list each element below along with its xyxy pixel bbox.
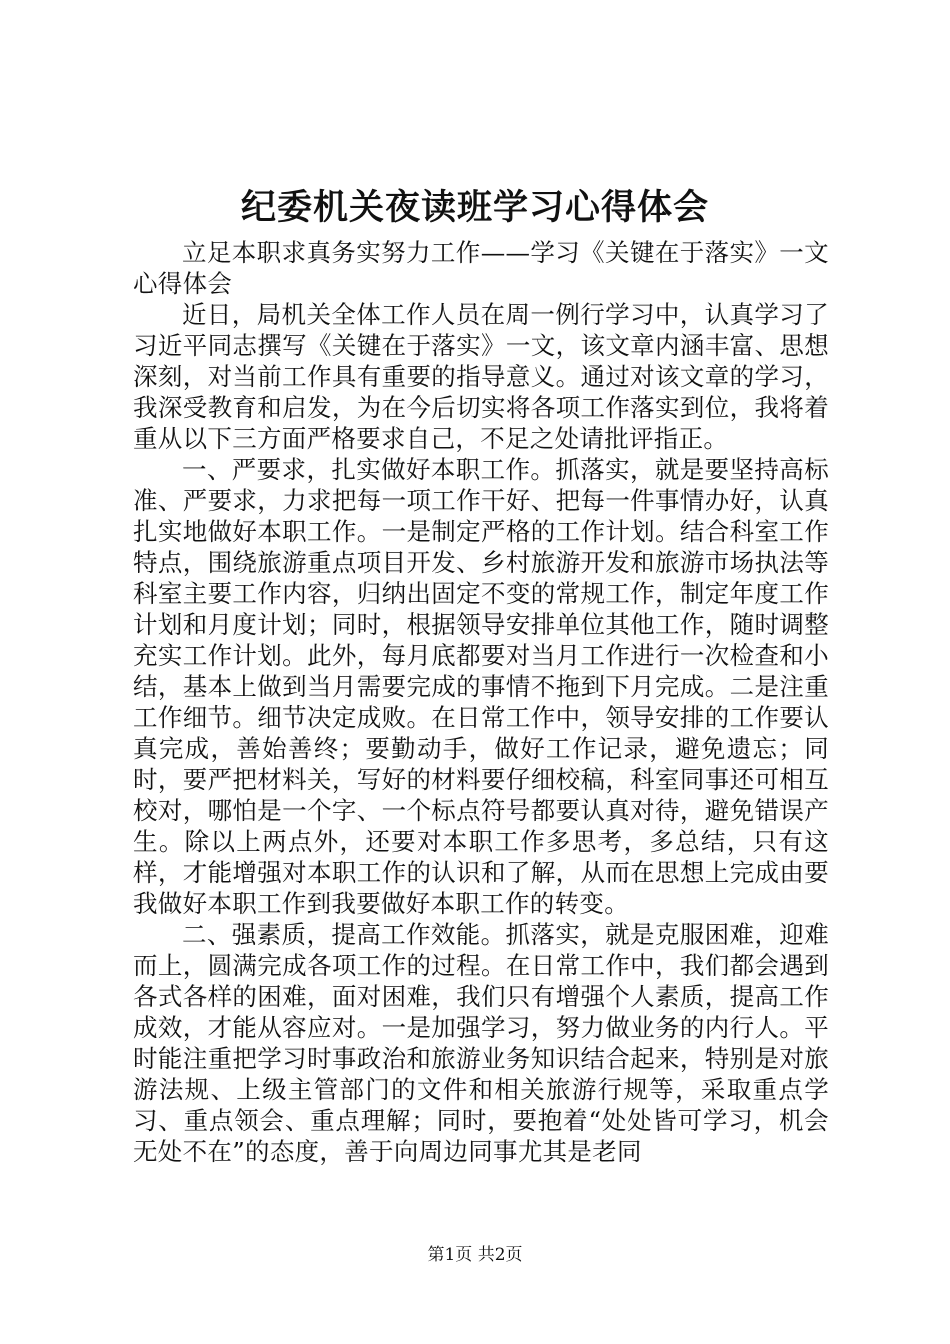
section-two-paragraph: 二、强素质，提高工作效能。抓落实，就是克服困难，迎难而上，圆满完成各项工作的过程。在日常工作中，我们都会遇到各式各样的困难，面对困难，我们只有增强个人素质，提高工作成效，才能从容应对。一是加强学习，努力做业务的内行人。平时能注重把学习时事政治和旅游业务知识结合起来，特别是对旅游法规、上级主管部门的文件和相关旅游行规等，采取重点学习、重点领会、重点理解；同时，要抱着“处处皆可学习，机会无处不在”的态度，善于向周边同事尤其是老同: [133, 920, 829, 1166]
page-number-footer: 第1页 共2页: [427, 1245, 523, 1265]
document-body: [133, 237, 829, 1167]
intro-paragraph: 近日，局机关全体工作人员在周一例行学习中，认真学习了习近平同志撰写《关键在于落实》一文，该文章内涵丰富、思想深刻，对当前工作具有重要的指导意义。通过对该文章的学习，我深受教育和启发，为在今后切实将各项工作落实到位，我将着重从以下三方面严格要求自己，不足之处请批评指正。: [133, 300, 829, 453]
subtitle-paragraph: 立足本职求真务实努力工作——学习《关键在于落实》一文心得体会: [133, 238, 829, 298]
document-title: 纪委机关夜读班学习心得体会: [240, 187, 709, 228]
section-one-paragraph: 一、严要求，扎实做好本职工作。抓落实，就是要坚持高标准、严要求，力求把每一项工作干好、把每一件事情办好，认真扎实地做好本职工作。一是制定严格的工作计划。结合科室工作特点，围绕旅游重点项目开发、乡村旅游开发和旅游市场执法等科室主要工作内容，归纳出固定不变的常规工作，制定年度工作计划和月度计划；同时，根据领导安排单位其他工作，随时调整充实工作计划。此外，每月底都要对当月工作进行一次检查和小结，基本上做到当月需要完成的事情不拖到下月完成。二是注重工作细节。细节决定成败。在日常工作中，领导安排的工作要认真完成，善始善终；要勤动手，做好工作记录，避免遗忘；同时，要严把材料关，写好的材料要仔细校稿，科室同事还可相互校对，哪怕是一个字、一个标点符号都要认真对待，避免错误产生。除以上两点外，还要对本职工作多思考，多总结，只有这样，才能增强对本职工作的认识和了解，从而在思想上完成由要我做好本职工作到我要做好本职工作的转变。: [133, 455, 829, 918]
